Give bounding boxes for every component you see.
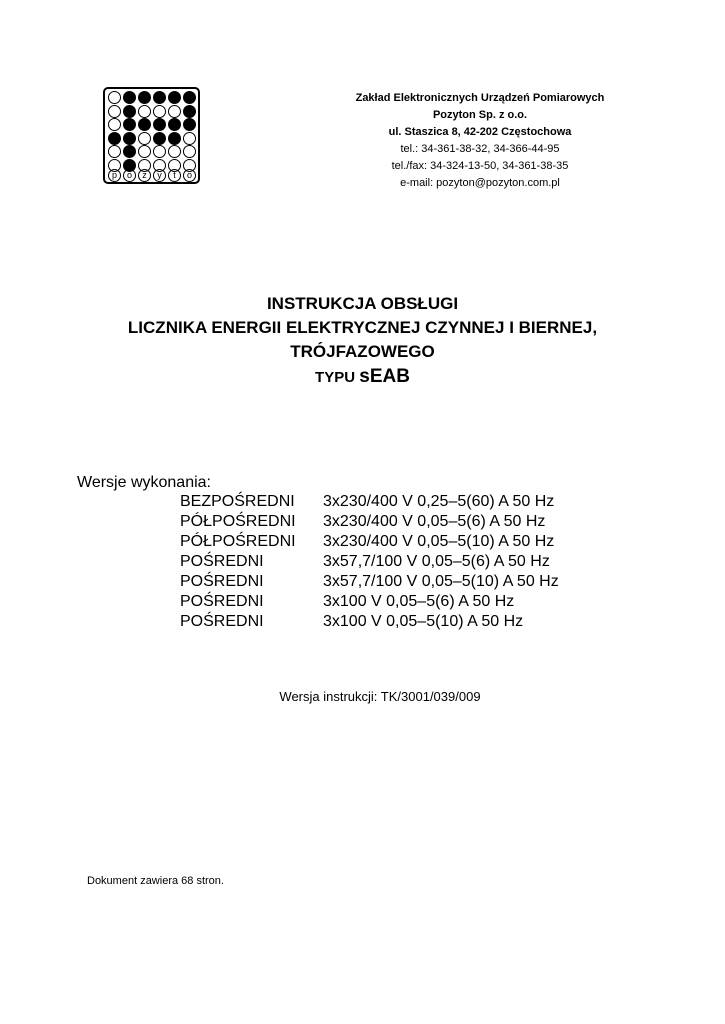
logo-dot-filled: [138, 118, 151, 131]
version-kind: PÓŁPOŚREDNI: [180, 533, 296, 550]
logo-dot-filled: [153, 132, 166, 145]
logo-dot-empty: [138, 105, 151, 118]
logo-dot-empty: [108, 105, 121, 118]
logo-dot-empty: [138, 132, 151, 145]
title-type-name: EAB: [369, 366, 410, 387]
logo-dot-filled: [153, 91, 166, 104]
logo-dot-empty: [183, 132, 196, 145]
logo-dot-empty: [168, 105, 181, 118]
version-row: [180, 552, 550, 572]
version-spec: 3x57,7/100 V 0,05–5(6) A 50 Hz: [323, 553, 550, 570]
logo-dot-filled: [123, 145, 136, 158]
pozyton-logo: [103, 87, 200, 184]
version-row: [180, 572, 559, 592]
version-row: [180, 532, 554, 552]
logo-letter: o: [123, 169, 136, 182]
logo-letter: o: [183, 169, 196, 182]
company-fax: tel./fax: 34-324-13-50, 34-361-38-35: [391, 160, 569, 172]
version-spec: 3x230/400 V 0,05–5(6) A 50 Hz: [323, 513, 546, 530]
company-address: ul. Staszica 8, 42-202 Częstochowa: [388, 126, 572, 138]
logo-dot-empty: [108, 145, 121, 158]
logo-dot-filled: [123, 132, 136, 145]
logo-dot-empty: [138, 145, 151, 158]
version-spec: 3x100 V 0,05–5(6) A 50 Hz: [323, 593, 515, 610]
version-kind: POŚREDNI: [180, 593, 264, 610]
version-kind: POŚREDNI: [180, 613, 264, 630]
version-spec: 3x57,7/100 V 0,05–5(10) A 50 Hz: [323, 573, 559, 590]
logo-dot-empty: [108, 118, 121, 131]
logo-dot-filled: [168, 118, 181, 131]
company-name: Zakład Elektronicznych Urządzeń Pomiarowych: [355, 92, 605, 104]
company-header: [300, 90, 660, 192]
version-kind: BEZPOŚREDNI: [180, 493, 295, 510]
logo-letter: p: [108, 169, 121, 182]
logo-dot-filled: [123, 105, 136, 118]
version-kind: PÓŁPOŚREDNI: [180, 513, 296, 530]
company-email: e-mail: pozyton@pozyton.com.pl: [400, 177, 560, 189]
title-type-prefix: TYPU: [315, 369, 356, 386]
company-tel: tel.: 34-361-38-32, 34-366-44-95: [400, 143, 560, 155]
logo-wordmark: [108, 169, 196, 182]
logo-dot-filled: [108, 132, 121, 145]
logo-dot-grid: [108, 91, 196, 172]
title-line-3: TRÓJFAZOWEGO: [290, 342, 435, 361]
logo-dot-filled: [123, 91, 136, 104]
logo-dot-filled: [168, 132, 181, 145]
logo-dot-filled: [183, 91, 196, 104]
versions-label: Wersje wykonania:: [77, 474, 211, 491]
version-row: [180, 612, 523, 632]
title-type: [0, 364, 725, 391]
document-page-count: Dokument zawiera 68 stron.: [87, 875, 224, 887]
title-line-2: LICZNIKA ENERGII ELEKTRYCZNEJ CZYNNEJ I BIERNEJ,: [127, 318, 598, 337]
version-spec: 3x230/400 V 0,25–5(60) A 50 Hz: [323, 493, 555, 510]
logo-dot-filled: [123, 118, 136, 131]
version-row: [180, 512, 545, 532]
logo-letter: y: [153, 169, 166, 182]
logo-dot-empty: [108, 91, 121, 104]
version-kind: POŚREDNI: [180, 573, 264, 590]
instruction-version: Wersja instrukcji: TK/3001/039/009: [279, 689, 481, 704]
logo-dot-empty: [153, 105, 166, 118]
logo-dot-filled: [183, 105, 196, 118]
logo-dot-filled: [138, 91, 151, 104]
version-spec: 3x230/400 V 0,05–5(10) A 50 Hz: [323, 533, 555, 550]
logo-dot-empty: [183, 145, 196, 158]
company-firm: Pozyton Sp. z o.o.: [432, 109, 528, 121]
title-line-1: INSTRUKCJA OBSŁUGI: [266, 294, 459, 313]
logo-letter: z: [138, 169, 151, 182]
version-kind: POŚREDNI: [180, 553, 264, 570]
title-type-s: s: [359, 366, 370, 387]
version-row: [180, 592, 514, 612]
logo-dot-filled: [168, 91, 181, 104]
logo-letter: t: [168, 169, 181, 182]
logo-dot-filled: [153, 118, 166, 131]
version-spec: 3x100 V 0,05–5(10) A 50 Hz: [323, 613, 524, 630]
version-row: [180, 492, 554, 512]
document-title: [0, 292, 725, 391]
logo-dot-filled: [183, 118, 196, 131]
logo-dot-empty: [153, 145, 166, 158]
logo-dot-empty: [168, 145, 181, 158]
